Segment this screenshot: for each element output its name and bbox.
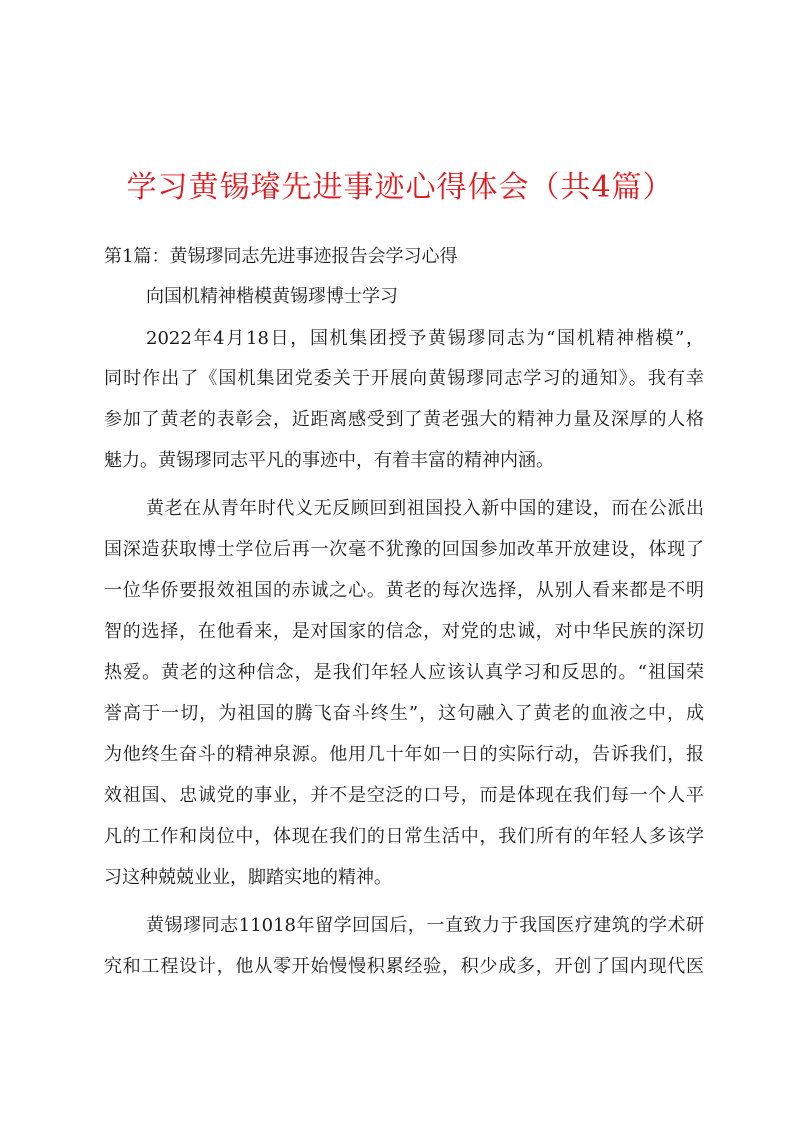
paragraph-line: 同时作出了《国机集团党委关于开展向黄锡璆同志学习的通知》。我有幸 bbox=[104, 368, 704, 389]
paragraph-line: 魅力。黄锡璆同志平凡的事迹中，有着丰富的精神内涵。 bbox=[104, 450, 554, 471]
paragraph-line: 国深造获取博士学位后再一次毫不犹豫的回国参加改革开放建设，体现了 bbox=[104, 539, 704, 560]
section-heading: 第1篇：黄锡璆同志先进事迹报告会学习心得 bbox=[104, 246, 458, 267]
paragraph-line: 一位华侨要报效祖国的赤诚之心。黄老的每次选择，从别人看来都是不明 bbox=[104, 580, 704, 601]
paragraph-line: 2022年4月18日，国机集团授予黄锡璆同志为“国机精神楷模”， bbox=[146, 328, 704, 349]
document-title: 学习黄锡璿先进事迹心得体会（共4篇） bbox=[126, 170, 674, 205]
paragraph-line: 习这种兢兢业业，脚踏实地的精神。 bbox=[104, 867, 392, 888]
paragraph-line: 究和工程设计，他从零开始慢慢积累经验，积少成多，开创了国内现代医 bbox=[104, 956, 704, 977]
paragraph-line: 为他终生奋斗的精神泉源。他用几十年如一日的实际行动，告诉我们，报 bbox=[104, 744, 704, 765]
paragraph-line: 誉高于一切，为祖国的腾飞奋斗终生”，这句融入了黄老的血液之中，成 bbox=[104, 703, 704, 724]
paragraph-line: 黄老在从青年时代义无反顾回到祖国投入新中国的建设，而在公派出 bbox=[146, 498, 704, 519]
paragraph-line: 黄锡璆同志11018年留学回国后，一直致力于我国医疗建筑的学术研 bbox=[146, 915, 704, 936]
paragraph-line: 参加了黄老的表彰会，近距离感受到了黄老强大的精神力量及深厚的人格 bbox=[104, 409, 704, 430]
paragraph-line: 热爱。黄老的这种信念，是我们年轻人应该认真学习和反思的。“祖国荣 bbox=[104, 662, 704, 683]
paragraph-line: 凡的工作和岗位中，体现在我们的日常生活中，我们所有的年轻人多该学 bbox=[104, 826, 704, 847]
paragraph-line: 智的选择，在他看来，是对国家的信念，对党的忠诚，对中华民族的深切 bbox=[104, 621, 704, 642]
paragraph-line: 效祖国、忠诚党的事业，并不是空泛的口号，而是体现在我们每一个人平 bbox=[104, 785, 704, 806]
subheading: 向国机精神楷模黄锡璆博士学习 bbox=[146, 286, 398, 307]
